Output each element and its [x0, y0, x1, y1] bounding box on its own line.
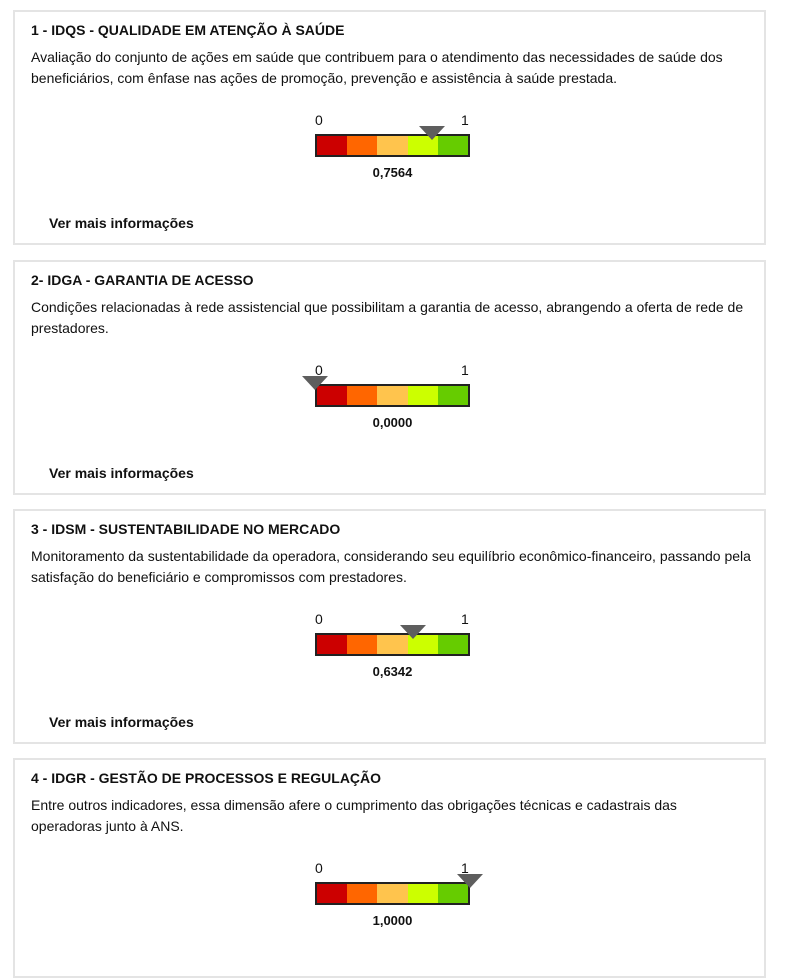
- gauge-segment-green: [438, 635, 468, 654]
- more-info-link[interactable]: Ver mais informações: [49, 465, 194, 481]
- gauge-max-label: 1: [461, 362, 469, 378]
- score-gauge: [315, 108, 470, 188]
- gauge-bar: [315, 384, 470, 407]
- gauge-segment-orange: [347, 635, 377, 654]
- gauge-segment-yellow: [377, 884, 407, 903]
- gauge-bar: [315, 882, 470, 905]
- gauge-max-label: 1: [461, 112, 469, 128]
- gauge-segment-lime: [408, 884, 438, 903]
- gauge-segment-red: [317, 136, 347, 155]
- card-description: Condições relacionadas à rede assistencial que possibilitam a garantia de acesso, abrangendo a oferta de rede de prestadores.: [31, 299, 744, 336]
- gauge-value: 0,0000: [372, 415, 413, 430]
- card-title: 4 - IDGR - GESTÃO DE PROCESSOS E REGULAÇÃO: [31, 770, 382, 786]
- gauge-segment-yellow: [377, 386, 407, 405]
- dimension-card-idqs: [13, 10, 766, 245]
- gauge-bar: [315, 633, 470, 656]
- more-info-link[interactable]: Ver mais informações: [49, 714, 194, 730]
- gauge-max-label: 1: [461, 860, 469, 876]
- card-title: 3 - IDSM - SUSTENTABILIDADE NO MERCADO: [31, 521, 341, 537]
- dimension-card-idsm: [13, 509, 766, 744]
- score-gauge: [315, 856, 470, 936]
- gauge-segment-orange: [347, 386, 377, 405]
- card-description: Entre outros indicadores, essa dimensão afere o cumprimento das obrigações técnicas e cadastrais das operadoras junto à ANS.: [31, 797, 677, 834]
- gauge-max-label: 1: [461, 611, 469, 627]
- dimension-card-idgr: [13, 758, 766, 978]
- gauge-value: 1,0000: [372, 913, 413, 928]
- score-gauge: [315, 607, 470, 687]
- gauge-min-label: 0: [315, 611, 323, 627]
- more-info-link[interactable]: Ver mais informações: [49, 215, 194, 231]
- gauge-min-label: 0: [315, 860, 323, 876]
- gauge-segment-red: [317, 884, 347, 903]
- dimension-card-idga: [13, 260, 766, 495]
- gauge-min-label: 0: [315, 112, 323, 128]
- gauge-pointer-icon: [302, 376, 328, 390]
- gauge-pointer-icon: [419, 126, 445, 140]
- gauge-min-label: 0: [315, 362, 323, 378]
- card-title: 1 - IDQS - QUALIDADE EM ATENÇÃO À SAÚDE: [31, 22, 345, 38]
- card-description: Monitoramento da sustentabilidade da operadora, considerando seu equilíbrio econômico-financeiro, passando pela satisfação do beneficiário e compromissos com prestadores.: [31, 548, 751, 585]
- gauge-bar: [315, 134, 470, 157]
- gauge-segment-green: [438, 386, 468, 405]
- card-title: 2- IDGA - GARANTIA DE ACESSO: [31, 272, 254, 288]
- gauge-value: 0,6342: [372, 664, 413, 679]
- gauge-pointer-icon: [457, 874, 483, 888]
- score-gauge: [315, 358, 470, 438]
- gauge-segment-orange: [347, 884, 377, 903]
- gauge-value: 0,7564: [372, 165, 413, 180]
- gauge-segment-orange: [347, 136, 377, 155]
- gauge-pointer-icon: [400, 625, 426, 639]
- gauge-segment-lime: [408, 386, 438, 405]
- card-description: Avaliação do conjunto de ações em saúde que contribuem para o atendimento das necessidades de saúde dos beneficiários, com ênfase nas ações de promoção, prevenção e assistência à saúde prestada.: [31, 49, 723, 86]
- gauge-segment-red: [317, 635, 347, 654]
- gauge-segment-yellow: [377, 136, 407, 155]
